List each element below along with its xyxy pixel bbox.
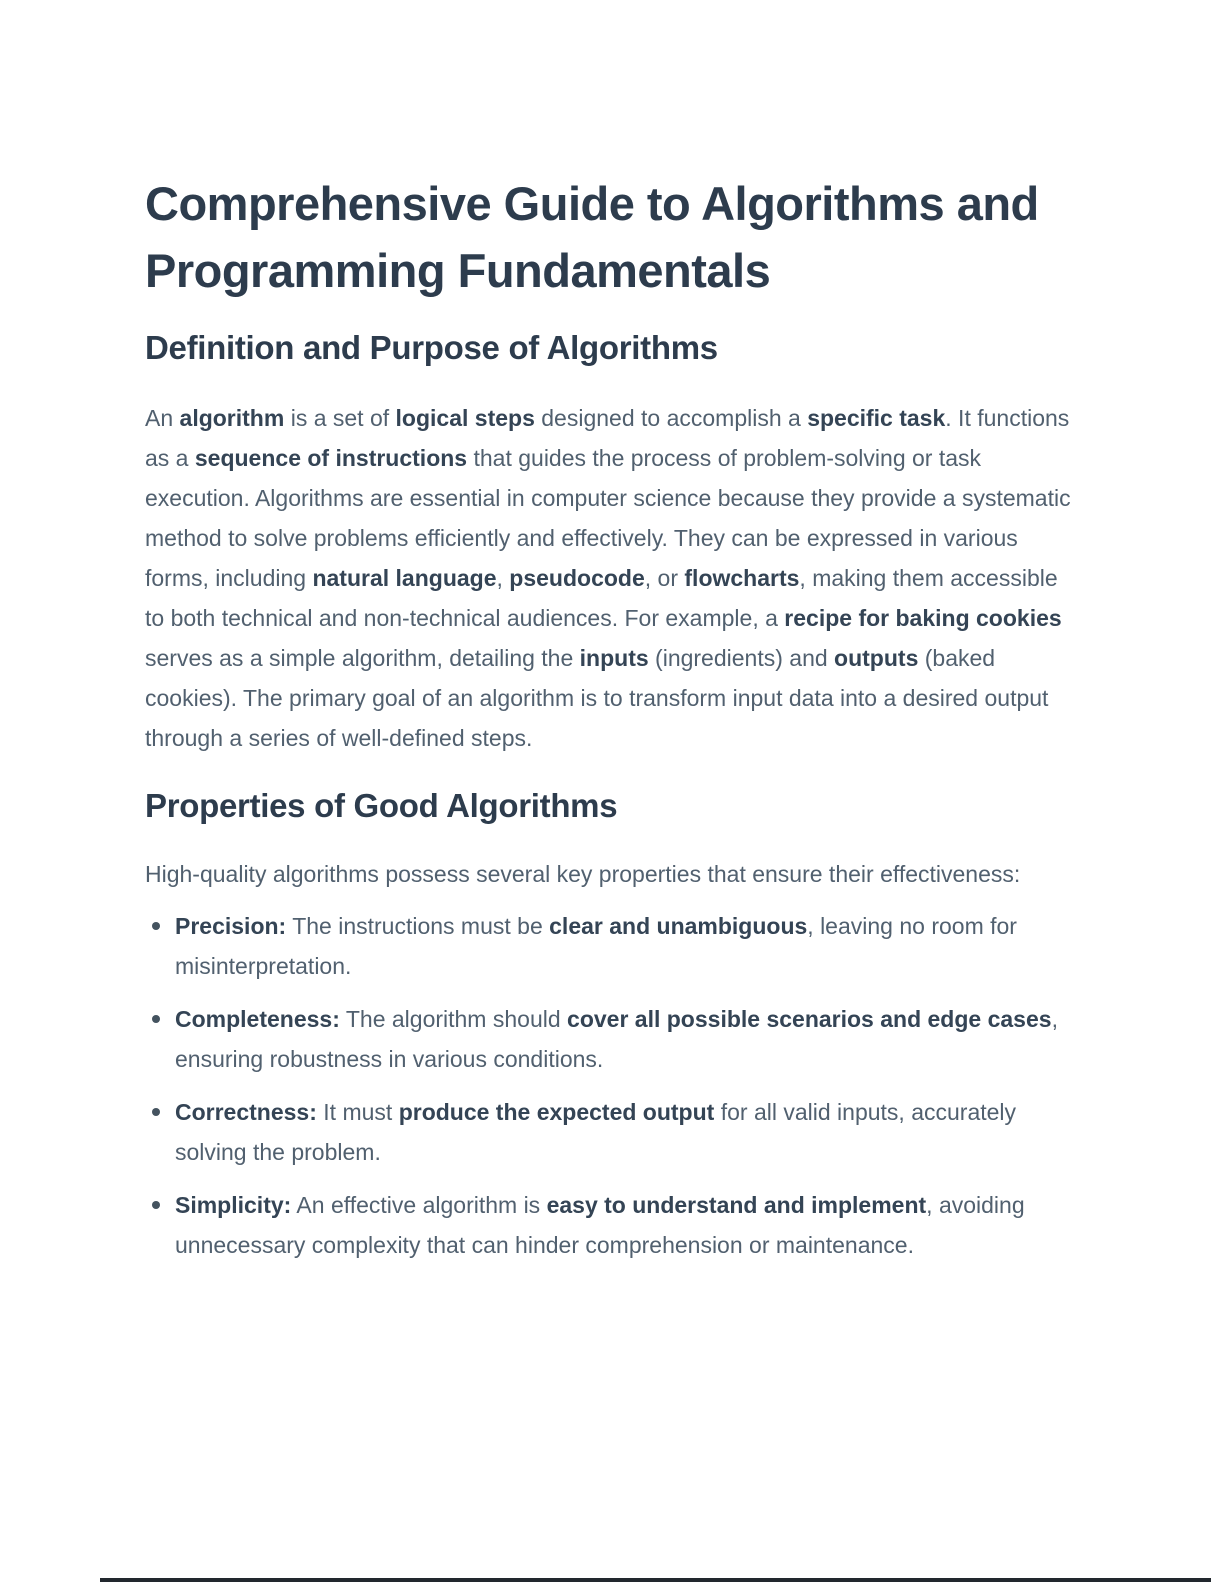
- page-bottom-rule: [100, 1578, 1211, 1582]
- bullet-icon: [152, 1108, 160, 1116]
- document-title: Comprehensive Guide to Algorithms and Programming Fundamentals: [145, 177, 1039, 297]
- list-item-simplicity: [175, 1185, 1082, 1265]
- list-item-completeness: [175, 999, 1082, 1079]
- section-heading-properties: Properties of Good Algorithms: [145, 787, 618, 824]
- section-heading-definition: Definition and Purpose of Algorithms: [145, 329, 718, 366]
- bullet-icon: [152, 1015, 160, 1023]
- list-item-text: Precision: The instructions must be clear and unambiguous, leaving no room for misinterpretation.: [175, 913, 1017, 979]
- properties-list: [145, 906, 1082, 1265]
- list-item-text: Simplicity: An effective algorithm is easy to understand and implement, avoiding unnecessary complexity that can hinder comprehension or maintenance.: [175, 1192, 1025, 1258]
- bullet-icon: [152, 922, 160, 930]
- paragraph-properties-intro: High-quality algorithms possess several key properties that ensure their effectiveness:: [145, 861, 1021, 887]
- list-item-text: Completeness: The algorithm should cover all possible scenarios and edge cases, ensuring robustness in various conditions.: [175, 1006, 1058, 1072]
- document-content: [145, 0, 1082, 1278]
- list-item-text: Correctness: It must produce the expected output for all valid inputs, accurately solving the problem.: [175, 1099, 1017, 1165]
- list-item-correctness: [175, 1092, 1082, 1172]
- list-item-precision: [175, 906, 1082, 986]
- bullet-icon: [152, 1201, 160, 1209]
- paragraph-definition: An algorithm is a set of logical steps designed to accomplish a specific task. It functions as a sequence of instructions that guides the process of problem-solving or task execution. Algorithms are essential in computer science because they provide a systematic method to solve problems efficiently and effectively. They can be expressed in various forms, including natural language, pseudocode, or flowcharts, making them accessible to both technical and non-technical audiences. For example, a recipe for baking cookies serves as a simple algorithm, detailing the inputs (ingredients) and outputs (baked cookies). The primary goal of an algorithm is to transform input data into a desired output through a series of well-defined steps.: [145, 405, 1071, 751]
